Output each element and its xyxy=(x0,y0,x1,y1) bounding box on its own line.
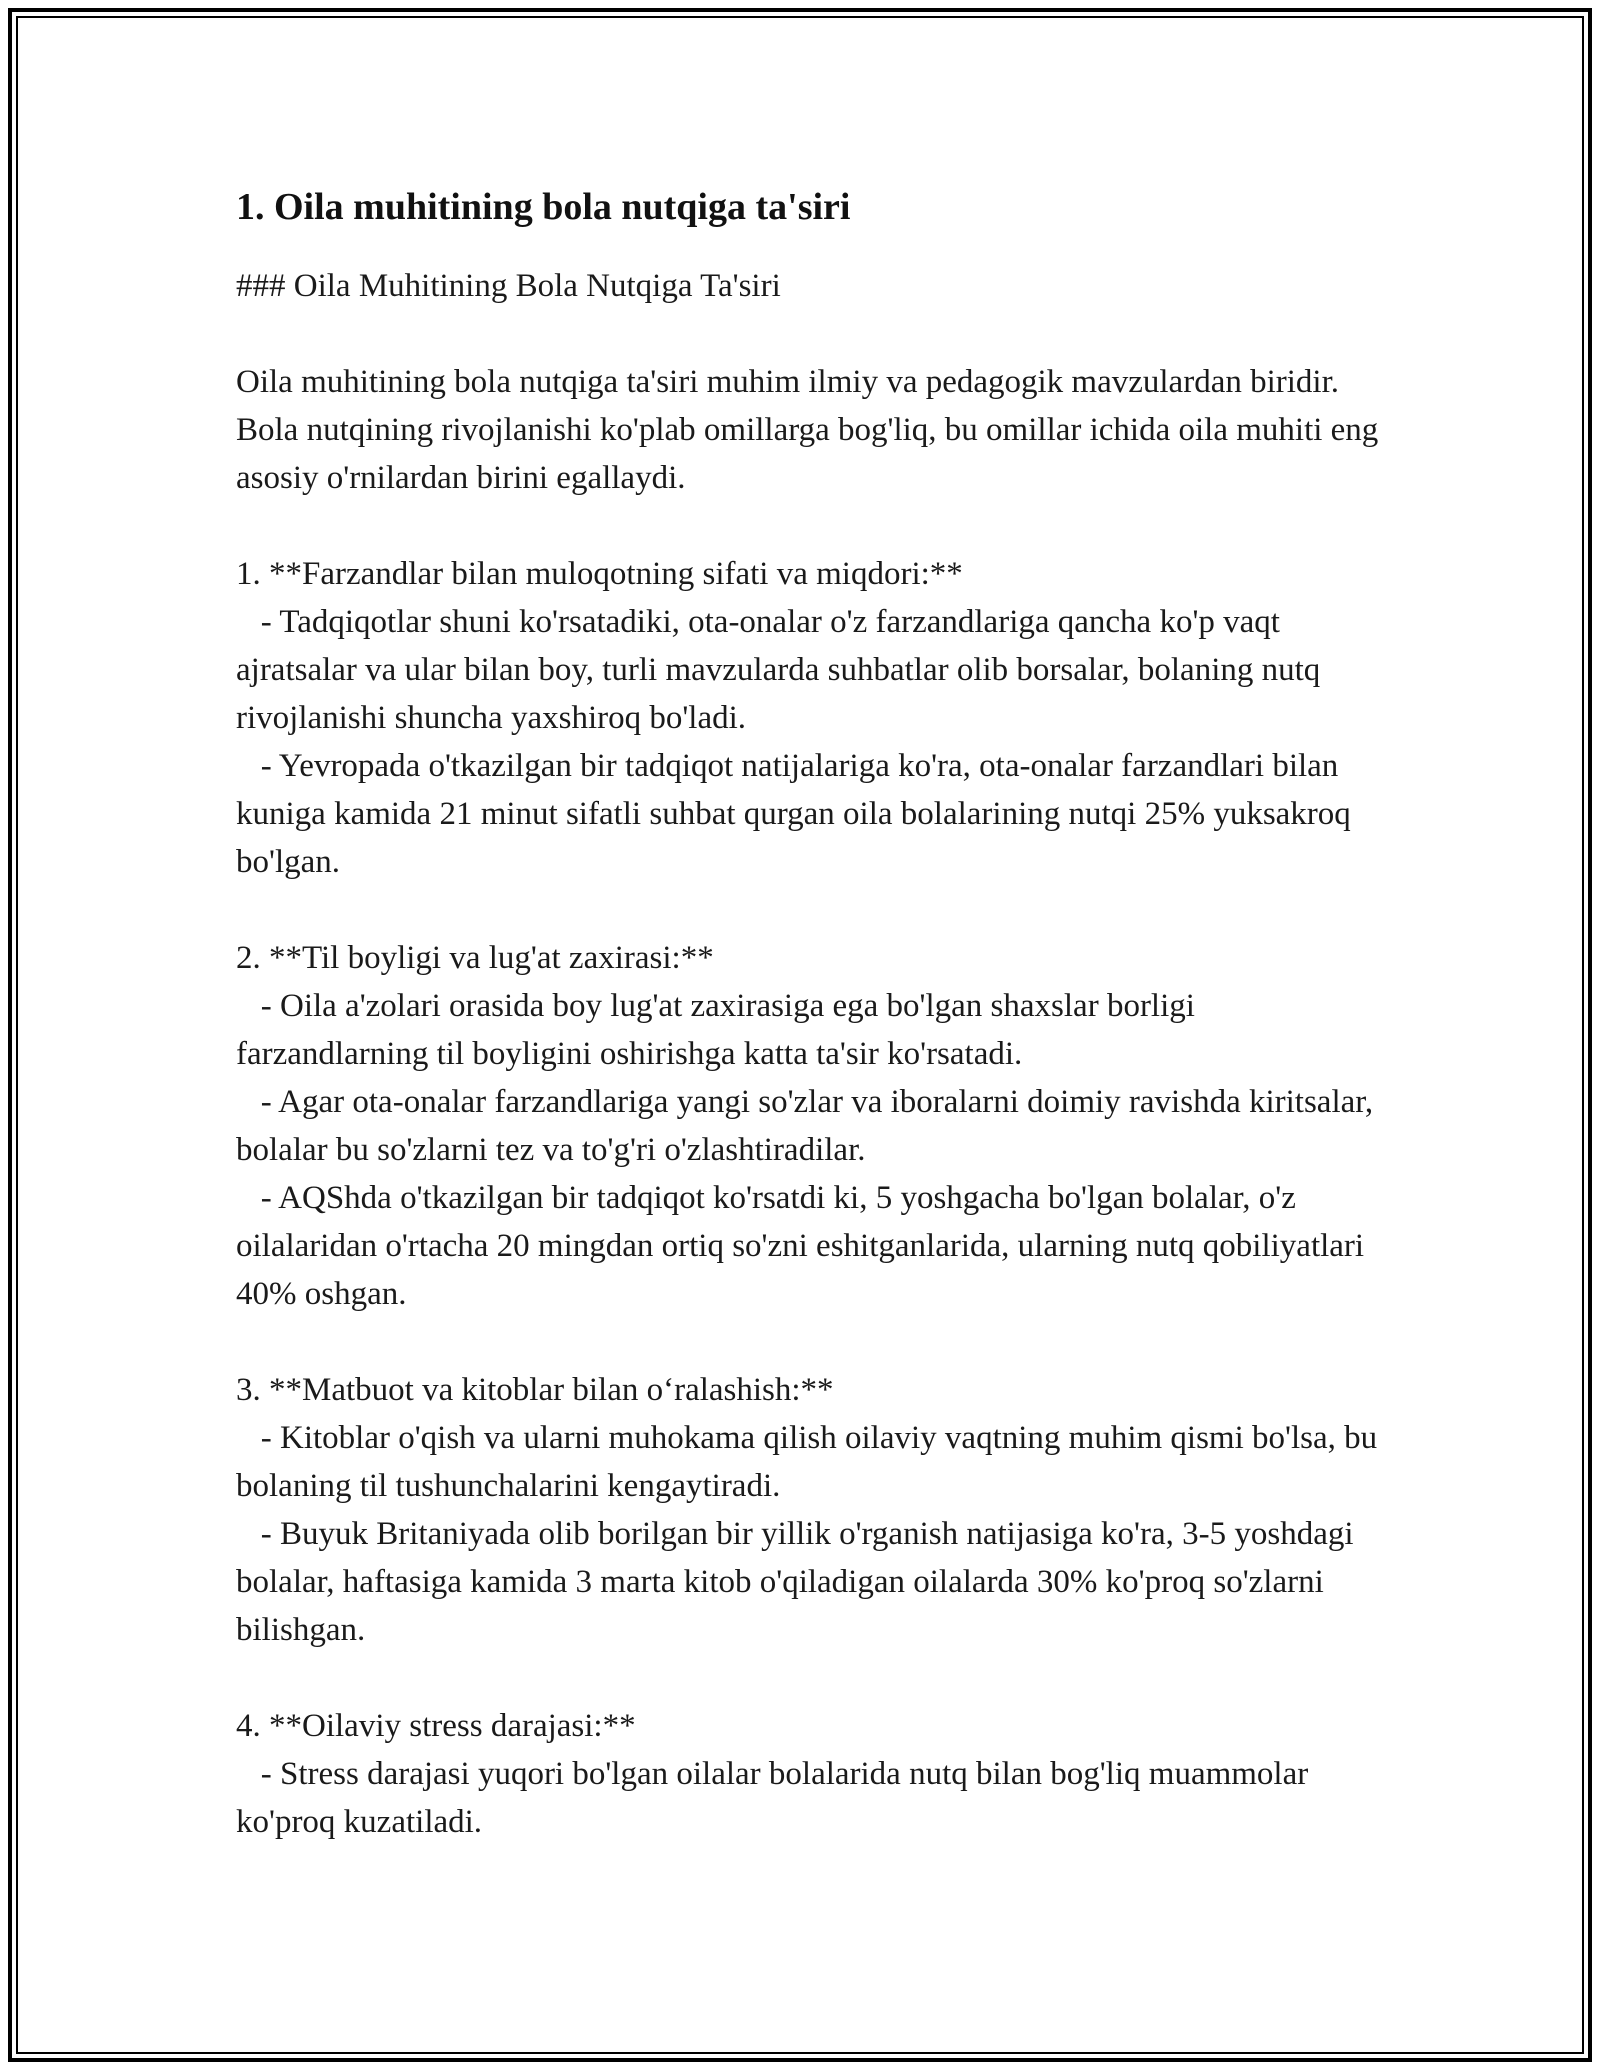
markdown-subheading: ### Oila Muhitining Bola Nutqiga Ta'siri xyxy=(236,268,781,304)
bullet-item xyxy=(236,598,1386,742)
section-3 xyxy=(236,1366,1386,1654)
document-body xyxy=(236,182,1386,1894)
bullet-text: - Buyuk Britaniyada olib borilgan bir yillik o'rganish natijasiga ko'ra, 3-5 yoshdagi bolalar, haftasiga kamida 3 marta kitob o'qiladigan oilalarda 30% ko'proq so'zlarni bilishgan. xyxy=(236,1516,1354,1648)
bullet-text: - Oila a'zolari orasida boy lug'at zaxirasiga ega bo'lgan shaxslar borligi farzandlarning til boyligini oshirishga katta ta'sir ko'rsatadi. xyxy=(236,988,1195,1072)
section-2 xyxy=(236,934,1386,1318)
section-heading: 4. **Oilaviy stress darajasi:** xyxy=(236,1708,636,1744)
bullet-text: - Agar ota-onalar farzandlariga yangi so'zlar va iboralarni doimiy ravishda kiritsalar, bolalar bu so'zlarni tez va to'g'ri o'zlashtiradilar. xyxy=(236,1084,1374,1168)
intro-paragraph: Oila muhitining bola nutqiga ta'siri muhim ilmiy va pedagogik mavzulardan biridir. Bola nutqining rivojlanishi ko'plab omillarga bog'liq, bu omillar ichida oila muhiti eng asosiy o'rnilardan birini egallaydi. xyxy=(236,364,1379,496)
bullet-item xyxy=(236,1510,1386,1654)
page-title: 1. Oila muhitining bola nutqiga ta'siri xyxy=(236,186,851,228)
bullet-item xyxy=(236,982,1386,1078)
bullet-item xyxy=(236,1174,1386,1318)
bullet-item xyxy=(236,1078,1386,1174)
bullet-text: - AQShda o'tkazilgan bir tadqiqot ko'rsatdi ki, 5 yoshgacha bo'lgan bolalar, o'z oilalaridan o'rtacha 20 mingdan ortiq so'zni eshitganlarida, ularning nutq qobiliyatlari 40% oshgan. xyxy=(236,1180,1365,1312)
bullet-text: - Stress darajasi yuqori bo'lgan oilalar bolalarida nutq bilan bog'liq muammolar ko'proq kuzatiladi. xyxy=(236,1756,1309,1840)
bullet-text: - Tadqiqotlar shuni ko'rsatadiki, ota-onalar o'z farzandlariga qancha ko'p vaqt ajratsalar va ular bilan boy, turli mavzularda suhbatlar olib borsalar, bolaning nutq rivojlanishi shuncha yaxshiroq bo'ladi. xyxy=(236,604,1321,736)
section-heading: 2. **Til boyligi va lug'at zaxirasi:** xyxy=(236,940,714,976)
bullet-item xyxy=(236,742,1386,886)
section-heading: 1. **Farzandlar bilan muloqotning sifati va miqdori:** xyxy=(236,556,963,592)
bullet-text: - Kitoblar o'qish va ularni muhokama qilish oilaviy vaqtning muhim qismi bo'lsa, bu bolaning til tushunchalarini kengaytiradi. xyxy=(236,1420,1378,1504)
bullet-item xyxy=(236,1414,1386,1510)
bullet-item xyxy=(236,1750,1386,1846)
bullet-text: - Yevropada o'tkazilgan bir tadqiqot natijalariga ko'ra, ota-onalar farzandlari bilan kuniga kamida 21 minut sifatli suhbat qurgan oila bolalarining nutqi 25% yuksakroq bo'lgan. xyxy=(236,748,1351,880)
section-1 xyxy=(236,550,1386,886)
section-4 xyxy=(236,1702,1386,1846)
section-heading: 3. **Matbuot va kitoblar bilan o‘ralashish:** xyxy=(236,1372,834,1408)
